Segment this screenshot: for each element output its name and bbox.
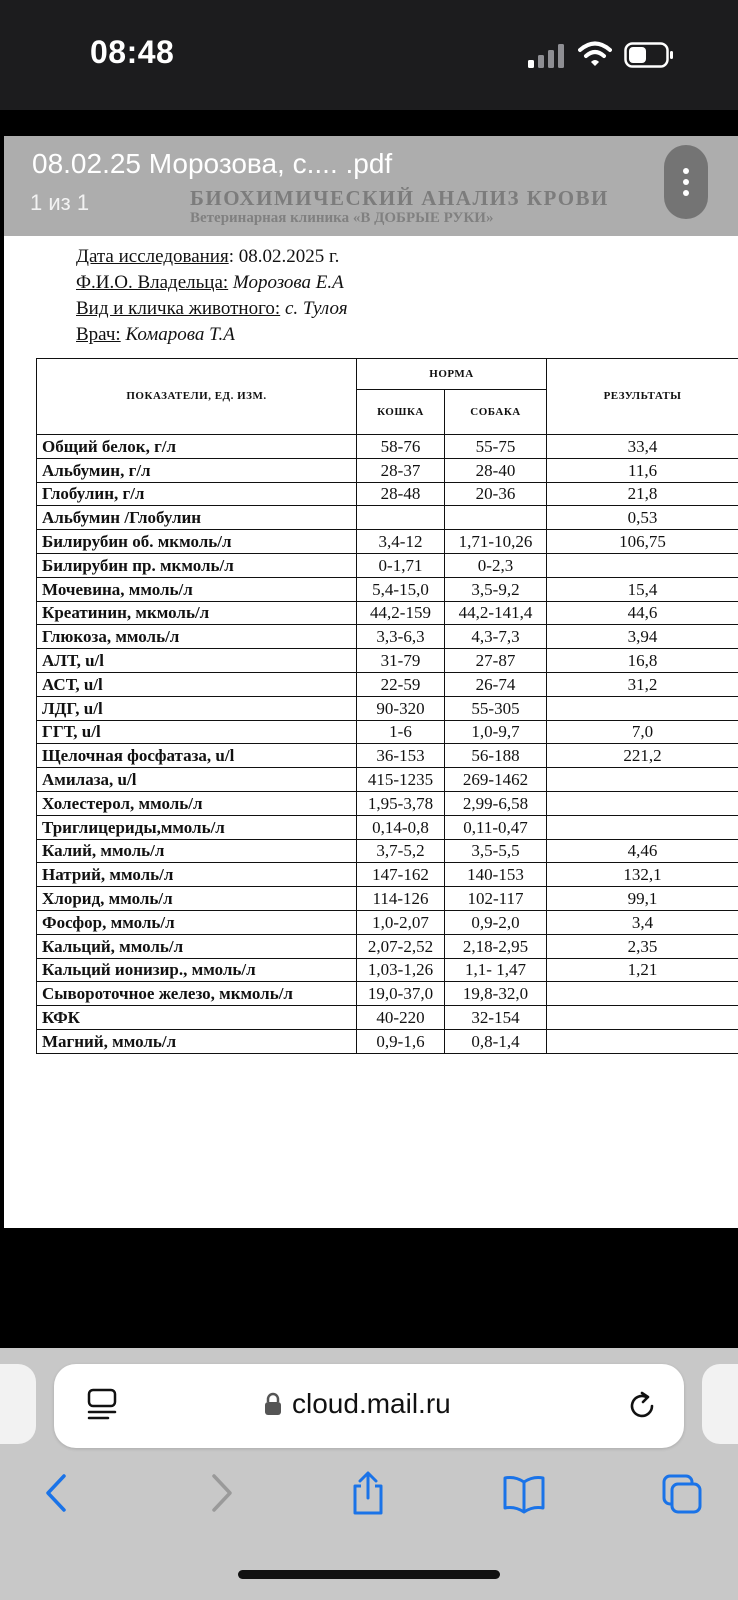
tabs-icon[interactable]: [660, 1470, 704, 1516]
result-cell: 21,8: [547, 482, 738, 506]
result-cell: 106,75: [547, 530, 738, 554]
cat-norm-cell: 58-76: [357, 435, 445, 459]
indicator-cell: Щелочная фосфатаза, u/l: [37, 744, 357, 768]
table-row: [37, 696, 738, 720]
cat-norm-cell: 22-59: [357, 672, 445, 696]
header-indicator: ПОКАЗАТЕЛИ, ЕД. ИЗМ.: [37, 359, 357, 435]
result-cell: 99,1: [547, 887, 738, 911]
indicator-cell: Альбумин /Глобулин: [37, 506, 357, 530]
result-cell: 16,8: [547, 649, 738, 673]
more-button[interactable]: [664, 145, 708, 219]
indicator-cell: КФК: [37, 1006, 357, 1030]
result-cell: 7,0: [547, 720, 738, 744]
dog-norm-cell: 3,5-9,2: [445, 577, 547, 601]
cat-norm-cell: 3,7-5,2: [357, 839, 445, 863]
dog-norm-cell: 0,8-1,4: [445, 1029, 547, 1053]
indicator-cell: Креатинин, мкмоль/л: [37, 601, 357, 625]
more-vertical-icon-dot: [683, 179, 689, 185]
previous-tab-card[interactable]: [0, 1364, 36, 1444]
viewer-header: [4, 136, 738, 236]
result-cell: [547, 553, 738, 577]
status-time: 08:48: [90, 34, 175, 70]
dog-norm-cell: 269-1462: [445, 768, 547, 792]
indicator-cell: ГГТ, u/l: [37, 720, 357, 744]
cellular-signal-icon: [528, 44, 564, 68]
reader-mode-icon[interactable]: [86, 1388, 118, 1424]
cat-norm-cell: 114-126: [357, 887, 445, 911]
indicator-cell: Магний, ммоль/л: [37, 1029, 357, 1053]
result-cell: [547, 1029, 738, 1053]
dog-norm-cell: 32-154: [445, 1006, 547, 1030]
indicator-cell: Билирубин пр. мкмоль/л: [37, 553, 357, 577]
cat-norm-cell: 3,4-12: [357, 530, 445, 554]
cat-norm-cell: 28-37: [357, 458, 445, 482]
table-row: [37, 601, 738, 625]
dog-norm-cell: 55-305: [445, 696, 547, 720]
dog-norm-cell: 2,99-6,58: [445, 791, 547, 815]
result-cell: [547, 791, 738, 815]
dog-norm-cell: 44,2-141,4: [445, 601, 547, 625]
indicator-cell: Амилаза, u/l: [37, 768, 357, 792]
forward-chevron-icon[interactable]: [198, 1470, 242, 1516]
result-cell: 2,35: [547, 934, 738, 958]
cat-norm-cell: 36-153: [357, 744, 445, 768]
result-cell: 3,94: [547, 625, 738, 649]
dog-norm-cell: 102-117: [445, 887, 547, 911]
dog-norm-cell: [445, 506, 547, 530]
result-cell: [547, 982, 738, 1006]
indicator-cell: Билирубин об. мкмоль/л: [37, 530, 357, 554]
table-row: [37, 910, 738, 934]
table-row: [37, 720, 738, 744]
back-chevron-icon[interactable]: [36, 1470, 80, 1516]
indicator-cell: Мочевина, ммоль/л: [37, 577, 357, 601]
table-row: [37, 1029, 738, 1053]
cat-norm-cell: 2,07-2,52: [357, 934, 445, 958]
indicator-cell: Кальций, ммоль/л: [37, 934, 357, 958]
result-cell: 44,6: [547, 601, 738, 625]
dog-norm-cell: 4,3-7,3: [445, 625, 547, 649]
cat-norm-cell: [357, 506, 445, 530]
cat-norm-cell: 0-1,71: [357, 553, 445, 577]
table-row: [37, 791, 738, 815]
indicator-cell: Натрий, ммоль/л: [37, 863, 357, 887]
cat-norm-cell: 19,0-37,0: [357, 982, 445, 1006]
cat-norm-cell: 28-48: [357, 482, 445, 506]
cat-norm-cell: 90-320: [357, 696, 445, 720]
indicator-cell: Сывороточное железо, мкмоль/л: [37, 982, 357, 1006]
meta-owner: [76, 272, 344, 294]
result-cell: 15,4: [547, 577, 738, 601]
dog-norm-cell: 26-74: [445, 672, 547, 696]
table-row: [37, 506, 738, 530]
table-row: [37, 435, 738, 459]
result-cell: 1,21: [547, 958, 738, 982]
table-row: [37, 530, 738, 554]
indicator-cell: Кальций ионизир., ммоль/л: [37, 958, 357, 982]
indicator-cell: Общий белок, г/л: [37, 435, 357, 459]
header-cat: КОШКА: [357, 390, 445, 435]
dog-norm-cell: 140-153: [445, 863, 547, 887]
cat-norm-cell: 1,0-2,07: [357, 910, 445, 934]
url-text[interactable]: cloud.mail.ru: [292, 1388, 451, 1419]
table-row: [37, 577, 738, 601]
header-dog: СОБАКА: [445, 390, 547, 435]
meta-doctor-label: Врач:: [76, 324, 121, 345]
meta-animal-value: с. Тулоя: [284, 298, 348, 319]
result-cell: 31,2: [547, 672, 738, 696]
table-row: [37, 982, 738, 1006]
table-row: [37, 934, 738, 958]
cat-norm-cell: 3,3-6,3: [357, 625, 445, 649]
table-row: [37, 768, 738, 792]
meta-owner-label: Ф.И.О. Владельца:: [76, 272, 229, 293]
results-table: [36, 358, 738, 1054]
lock-icon: [264, 1392, 282, 1416]
table-row: [37, 625, 738, 649]
dog-norm-cell: 28-40: [445, 458, 547, 482]
table-row: [37, 553, 738, 577]
indicator-cell: АЛТ, u/l: [37, 649, 357, 673]
result-cell: 221,2: [547, 744, 738, 768]
dog-norm-cell: 1,71-10,26: [445, 530, 547, 554]
indicator-cell: Триглицериды,ммоль/л: [37, 815, 357, 839]
meta-animal-label: Вид и кличка животного:: [76, 298, 281, 319]
result-cell: 11,6: [547, 458, 738, 482]
table-row: [37, 649, 738, 673]
pdf-page[interactable]: [4, 136, 738, 1228]
more-vertical-icon-dot: [683, 190, 689, 196]
table-row: [37, 863, 738, 887]
meta-doctor-value: Комарова Т.А: [125, 324, 235, 345]
meta-doctor: [76, 324, 235, 346]
indicator-cell: Альбумин, г/л: [37, 458, 357, 482]
cat-norm-cell: 44,2-159: [357, 601, 445, 625]
result-cell: [547, 815, 738, 839]
dog-norm-cell: 0,9-2,0: [445, 910, 547, 934]
battery-icon: [624, 42, 674, 68]
indicator-cell: АСТ, u/l: [37, 672, 357, 696]
table-row: [37, 815, 738, 839]
share-icon[interactable]: [346, 1470, 390, 1516]
header-results: РЕЗУЛЬТАТЫ: [547, 359, 738, 435]
cat-norm-cell: 147-162: [357, 863, 445, 887]
bookmarks-icon[interactable]: [502, 1470, 546, 1516]
dog-norm-cell: 1,1- 1,47: [445, 958, 547, 982]
cat-norm-cell: 1,95-3,78: [357, 791, 445, 815]
result-cell: 33,4: [547, 435, 738, 459]
dog-norm-cell: 0-2,3: [445, 553, 547, 577]
meta-date: [76, 246, 339, 268]
dog-norm-cell: 3,5-5,5: [445, 839, 547, 863]
indicator-cell: Калий, ммоль/л: [37, 839, 357, 863]
table-row: [37, 672, 738, 696]
header-norm: НОРМА: [357, 359, 547, 390]
page-counter: 1 из 1: [30, 190, 90, 215]
results-table-body: [37, 435, 738, 1054]
indicator-cell: Глюкоза, ммоль/л: [37, 625, 357, 649]
dog-norm-cell: 20-36: [445, 482, 547, 506]
more-vertical-icon-dot: [683, 168, 689, 174]
result-cell: [547, 696, 738, 720]
browser-toolbar: [0, 1348, 738, 1600]
pdf-viewer[interactable]: [0, 110, 738, 1350]
cat-norm-cell: 1,03-1,26: [357, 958, 445, 982]
address-bar[interactable]: [54, 1364, 684, 1448]
dog-norm-cell: 1,0-9,7: [445, 720, 547, 744]
wifi-icon: [578, 40, 612, 68]
cat-norm-cell: 0,9-1,6: [357, 1029, 445, 1053]
table-row: [37, 839, 738, 863]
meta-owner-value: Морозова Е.А: [232, 272, 344, 293]
result-cell: [547, 1006, 738, 1030]
dog-norm-cell: 0,11-0,47: [445, 815, 547, 839]
indicator-cell: Фосфор, ммоль/л: [37, 910, 357, 934]
indicator-cell: Глобулин, г/л: [37, 482, 357, 506]
table-row: [37, 1006, 738, 1030]
result-cell: 4,46: [547, 839, 738, 863]
table-row: [37, 744, 738, 768]
result-cell: 0,53: [547, 506, 738, 530]
indicator-cell: Хлорид, ммоль/л: [37, 887, 357, 911]
home-indicator[interactable]: [238, 1570, 500, 1579]
cat-norm-cell: 0,14-0,8: [357, 815, 445, 839]
cat-norm-cell: 5,4-15,0: [357, 577, 445, 601]
meta-animal: [76, 298, 348, 320]
cat-norm-cell: 31-79: [357, 649, 445, 673]
next-tab-card[interactable]: [702, 1364, 738, 1444]
result-cell: [547, 768, 738, 792]
table-row: [37, 958, 738, 982]
cat-norm-cell: 1-6: [357, 720, 445, 744]
dog-norm-cell: 56-188: [445, 744, 547, 768]
reload-icon[interactable]: [626, 1390, 658, 1422]
table-row: [37, 887, 738, 911]
cat-norm-cell: 415-1235: [357, 768, 445, 792]
dog-norm-cell: 27-87: [445, 649, 547, 673]
result-cell: 3,4: [547, 910, 738, 934]
dog-norm-cell: 19,8-32,0: [445, 982, 547, 1006]
status-bar: [0, 0, 738, 110]
indicator-cell: ЛДГ, u/l: [37, 696, 357, 720]
dog-norm-cell: 55-75: [445, 435, 547, 459]
table-row: [37, 482, 738, 506]
cat-norm-cell: 40-220: [357, 1006, 445, 1030]
indicator-cell: Холестерол, ммоль/л: [37, 791, 357, 815]
file-title: 08.02.25 Морозова, с.... .pdf: [32, 148, 393, 179]
dog-norm-cell: 2,18-2,95: [445, 934, 547, 958]
meta-date-value: : 08.02.2025 г.: [228, 246, 340, 267]
result-cell: 132,1: [547, 863, 738, 887]
meta-date-label: Дата исследования: [76, 246, 229, 267]
table-row: [37, 458, 738, 482]
